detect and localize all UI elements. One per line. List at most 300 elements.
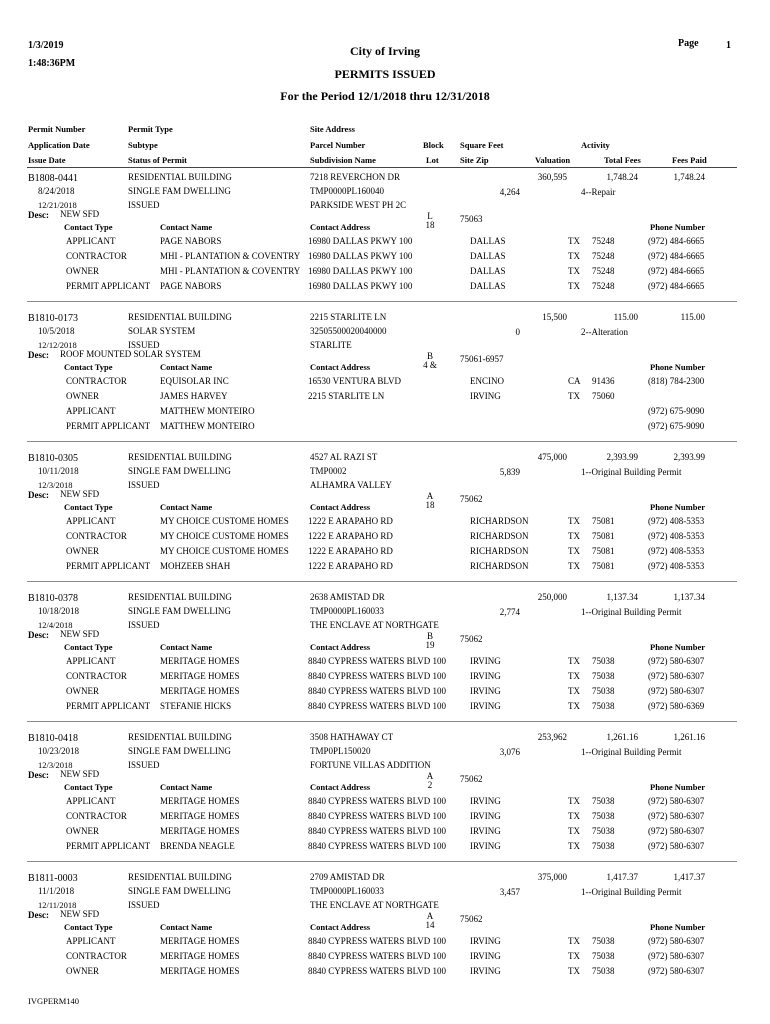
contact-city: ENCINO bbox=[470, 376, 504, 386]
contact-city: IRVING bbox=[470, 701, 501, 711]
contact-zip: 75038 bbox=[592, 686, 615, 696]
contact-zip: 75038 bbox=[592, 811, 615, 821]
valuation: 15,500 bbox=[542, 312, 567, 322]
contact-phone: (972) 408-5353 bbox=[648, 546, 705, 556]
desc-label: Desc: bbox=[28, 490, 49, 500]
contact-city: DALLAS bbox=[470, 236, 506, 246]
contact-state: TX bbox=[568, 966, 580, 976]
contact-name: MERITAGE HOMES bbox=[160, 686, 240, 696]
contact-zip: 91436 bbox=[592, 376, 615, 386]
desc-label: Desc: bbox=[28, 630, 49, 640]
subdivision-name: THE ENCLAVE AT NORTHGATE bbox=[310, 900, 439, 910]
block-lot: A 2 bbox=[426, 771, 434, 790]
contact-zip: 75038 bbox=[592, 671, 615, 681]
contact-city: RICHARDSON bbox=[470, 561, 529, 571]
col-permit-number: Permit Number bbox=[28, 124, 86, 134]
contact-state: TX bbox=[568, 546, 580, 556]
site-address: 2709 AMISTAD DR bbox=[310, 872, 385, 882]
fees-paid: 1,137.34 bbox=[673, 592, 705, 602]
contact-type: PERMIT APPLICANT bbox=[66, 281, 151, 291]
contact-type-header: Contact Type bbox=[64, 782, 113, 792]
contact-state: TX bbox=[568, 656, 580, 666]
contact-state: TX bbox=[568, 281, 580, 291]
contact-type: OWNER bbox=[66, 686, 99, 696]
permit-number: B1810-0173 bbox=[28, 313, 78, 324]
report-time: 1:48:36PM bbox=[28, 58, 76, 69]
report-date: 1/3/2019 bbox=[28, 40, 64, 51]
activity: 1--Original Building Permit bbox=[581, 887, 682, 897]
issue-date: 12/3/2018 bbox=[38, 480, 73, 490]
parcel-number: TMP0000PL160033 bbox=[310, 886, 385, 896]
contact-type: APPLICANT bbox=[66, 936, 116, 946]
contact-zip: 75038 bbox=[592, 966, 615, 976]
page-number: 1 bbox=[726, 40, 731, 51]
contact-name: STEFANIE HICKS bbox=[160, 701, 232, 711]
permit-type: RESIDENTIAL BUILDING bbox=[128, 172, 232, 182]
issue-date: 12/11/2018 bbox=[38, 900, 77, 910]
site-address: 2638 AMISTAD DR bbox=[310, 592, 385, 602]
parcel-number: TMP0PL150020 bbox=[310, 746, 371, 756]
contact-phone: (972) 484-6665 bbox=[648, 236, 705, 246]
permit-number: B1810-0418 bbox=[28, 733, 78, 744]
col-issue-date: Issue Date bbox=[28, 155, 66, 165]
contact-name: MERITAGE HOMES bbox=[160, 936, 240, 946]
contact-name: MERITAGE HOMES bbox=[160, 966, 240, 976]
valuation: 375,000 bbox=[537, 872, 567, 882]
contact-address: 8840 CYPRESS WATERS BLVD 100 bbox=[308, 826, 447, 836]
contact-name-header: Contact Name bbox=[160, 362, 213, 372]
contact-name-header: Contact Name bbox=[160, 222, 213, 232]
contact-type: CONTRACTOR bbox=[66, 671, 127, 681]
contact-type-header: Contact Type bbox=[64, 922, 113, 932]
contact-city: RICHARDSON bbox=[470, 516, 529, 526]
contact-address: 8840 CYPRESS WATERS BLVD 100 bbox=[308, 686, 447, 696]
contact-name: MERITAGE HOMES bbox=[160, 951, 240, 961]
contact-city: IRVING bbox=[470, 966, 501, 976]
issue-date: 12/12/2018 bbox=[38, 340, 77, 350]
contact-zip: 75038 bbox=[592, 936, 615, 946]
block-lot: L 18 bbox=[425, 211, 435, 230]
contact-city: IRVING bbox=[470, 796, 501, 806]
contact-type-header: Contact Type bbox=[64, 642, 113, 652]
contact-address: 1222 E ARAPAHO RD bbox=[308, 546, 393, 556]
activity: 2--Alteration bbox=[581, 327, 628, 337]
permit-divider bbox=[27, 301, 737, 302]
permit-status: ISSUED bbox=[128, 760, 160, 770]
permit-type: RESIDENTIAL BUILDING bbox=[128, 592, 232, 602]
contact-name: EQUISOLAR INC bbox=[160, 376, 229, 386]
issue-date: 12/21/2018 bbox=[38, 200, 77, 210]
contact-phone: (972) 580-6307 bbox=[648, 826, 705, 836]
contact-type: APPLICANT bbox=[66, 796, 116, 806]
subdivision-name: PARKSIDE WEST PH 2C bbox=[310, 200, 407, 210]
square-feet: 3,457 bbox=[499, 887, 520, 897]
square-feet: 4,264 bbox=[499, 187, 520, 197]
fees-paid: 115.00 bbox=[680, 312, 705, 322]
contact-name: MHI - PLANTATION & COVENTRY bbox=[160, 266, 301, 276]
col-application-date: Application Date bbox=[28, 140, 90, 150]
contact-zip: 75038 bbox=[592, 951, 615, 961]
permit-subtype: SINGLE FAM DWELLING bbox=[128, 746, 231, 756]
col-subtype: Subtype bbox=[128, 140, 158, 150]
contact-phone: (972) 484-6665 bbox=[648, 266, 705, 276]
issue-date: 12/3/2018 bbox=[38, 760, 73, 770]
site-address: 4527 AL RAZI ST bbox=[310, 452, 378, 462]
fees-paid: 1,748.24 bbox=[673, 172, 705, 182]
contact-name: BRENDA NEAGLE bbox=[160, 841, 235, 851]
contact-zip: 75038 bbox=[592, 701, 615, 711]
site-zip: 75062 bbox=[460, 774, 483, 784]
total-fees: 1,261.16 bbox=[606, 732, 638, 742]
contact-phone: (972) 580-6307 bbox=[648, 966, 705, 976]
description: NEW SFD bbox=[60, 489, 100, 499]
col-subdivision: Subdivision Name bbox=[310, 155, 376, 165]
description: NEW SFD bbox=[60, 209, 100, 219]
contact-type: PERMIT APPLICANT bbox=[66, 841, 151, 851]
contact-type: OWNER bbox=[66, 391, 99, 401]
contact-name: MATTHEW MONTEIRO bbox=[160, 406, 255, 416]
phone-number-header: Phone Number bbox=[650, 782, 706, 792]
contact-type: CONTRACTOR bbox=[66, 951, 127, 961]
contact-city: RICHARDSON bbox=[470, 531, 529, 541]
application-date: 10/11/2018 bbox=[38, 466, 79, 476]
contact-type: CONTRACTOR bbox=[66, 811, 127, 821]
contact-address: 8840 CYPRESS WATERS BLVD 100 bbox=[308, 701, 447, 711]
valuation: 250,000 bbox=[537, 592, 567, 602]
col-parcel-number: Parcel Number bbox=[310, 140, 366, 150]
square-feet: 0 bbox=[515, 327, 520, 337]
valuation: 253,962 bbox=[537, 732, 567, 742]
contact-city: RICHARDSON bbox=[470, 546, 529, 556]
contact-address: 8840 CYPRESS WATERS BLVD 100 bbox=[308, 656, 447, 666]
contact-type: CONTRACTOR bbox=[66, 376, 127, 386]
contact-state: TX bbox=[568, 936, 580, 946]
contact-city: IRVING bbox=[470, 656, 501, 666]
square-feet: 3,076 bbox=[499, 747, 520, 757]
contact-name-header: Contact Name bbox=[160, 642, 213, 652]
site-address: 7218 REVERCHON DR bbox=[310, 172, 401, 182]
permit-divider bbox=[27, 721, 737, 722]
site-zip: 75061-6957 bbox=[460, 354, 504, 364]
contact-city: IRVING bbox=[470, 826, 501, 836]
contact-phone: (972) 580-6307 bbox=[648, 671, 705, 681]
permit-status: ISSUED bbox=[128, 620, 160, 630]
contact-zip: 75038 bbox=[592, 796, 615, 806]
contact-zip: 75081 bbox=[592, 516, 615, 526]
contact-address-header: Contact Address bbox=[310, 222, 371, 232]
contact-address: 8840 CYPRESS WATERS BLVD 100 bbox=[308, 811, 447, 821]
report-period: For the Period 12/1/2018 thru 12/31/2018 bbox=[280, 89, 490, 103]
permit-divider bbox=[27, 441, 737, 442]
subdivision-name: STARLITE bbox=[310, 340, 352, 350]
permit-subtype: SINGLE FAM DWELLING bbox=[128, 886, 231, 896]
parcel-number: TMP0000PL160033 bbox=[310, 606, 385, 616]
permit-status: ISSUED bbox=[128, 480, 160, 490]
contact-phone: (972) 408-5353 bbox=[648, 516, 705, 526]
description: NEW SFD bbox=[60, 909, 100, 919]
col-block: Block bbox=[423, 140, 444, 150]
desc-label: Desc: bbox=[28, 350, 49, 360]
permit-subtype: SOLAR SYSTEM bbox=[128, 326, 196, 336]
permit-number: B1811-0003 bbox=[28, 873, 78, 884]
contact-address: 16980 DALLAS PKWY 100 bbox=[308, 266, 413, 276]
contact-address: 1222 E ARAPAHO RD bbox=[308, 561, 393, 571]
contact-zip: 75060 bbox=[592, 391, 615, 401]
site-address: 2215 STARLITE LN bbox=[310, 312, 387, 322]
contact-name: MY CHOICE CUSTOME HOMES bbox=[160, 531, 289, 541]
fees-paid: 2,393.99 bbox=[673, 452, 705, 462]
contact-address-header: Contact Address bbox=[310, 502, 371, 512]
contact-type: PERMIT APPLICANT bbox=[66, 561, 151, 571]
contact-phone: (972) 580-6307 bbox=[648, 951, 705, 961]
activity: 1--Original Building Permit bbox=[581, 467, 682, 477]
contact-zip: 75248 bbox=[592, 251, 615, 261]
contact-city: IRVING bbox=[470, 391, 501, 401]
col-fees-paid: Fees Paid bbox=[672, 155, 707, 165]
contact-name: MERITAGE HOMES bbox=[160, 671, 240, 681]
contact-phone: (972) 675-9090 bbox=[648, 421, 705, 431]
contact-address: 16980 DALLAS PKWY 100 bbox=[308, 236, 413, 246]
contact-address-header: Contact Address bbox=[310, 782, 371, 792]
activity: 4--Repair bbox=[581, 187, 616, 197]
contact-address: 8840 CYPRESS WATERS BLVD 100 bbox=[308, 671, 447, 681]
contact-state: TX bbox=[568, 841, 580, 851]
contact-zip: 75038 bbox=[592, 656, 615, 666]
permit-subtype: SINGLE FAM DWELLING bbox=[128, 186, 231, 196]
valuation: 360,595 bbox=[537, 172, 567, 182]
contact-type: APPLICANT bbox=[66, 516, 116, 526]
desc-label: Desc: bbox=[28, 210, 49, 220]
total-fees: 1,748.24 bbox=[606, 172, 638, 182]
contact-type: OWNER bbox=[66, 266, 99, 276]
block-lot: B 19 bbox=[425, 631, 435, 650]
contact-phone: (972) 580-6307 bbox=[648, 811, 705, 821]
parcel-number: TMP0002 bbox=[310, 466, 347, 476]
contact-address-header: Contact Address bbox=[310, 922, 371, 932]
col-activity: Activity bbox=[581, 140, 610, 150]
contact-name: MERITAGE HOMES bbox=[160, 826, 240, 836]
site-zip: 75063 bbox=[460, 214, 483, 224]
contact-type: PERMIT APPLICANT bbox=[66, 421, 151, 431]
contact-state: TX bbox=[568, 561, 580, 571]
application-date: 10/5/2018 bbox=[38, 326, 75, 336]
contact-address: 8840 CYPRESS WATERS BLVD 100 bbox=[308, 966, 447, 976]
contact-type-header: Contact Type bbox=[64, 222, 113, 232]
contact-phone: (972) 580-6307 bbox=[648, 796, 705, 806]
contact-name-header: Contact Name bbox=[160, 782, 213, 792]
fees-paid: 1,417.37 bbox=[673, 872, 705, 882]
contact-phone: (972) 580-6307 bbox=[648, 936, 705, 946]
subdivision-name: THE ENCLAVE AT NORTHGATE bbox=[310, 620, 439, 630]
activity: 1--Original Building Permit bbox=[581, 607, 682, 617]
contact-state: TX bbox=[568, 826, 580, 836]
contact-city: IRVING bbox=[470, 686, 501, 696]
parcel-number: 32505500020040000 bbox=[310, 326, 387, 336]
contact-name: MOHZEEB SHAH bbox=[160, 561, 231, 571]
permit-status: ISSUED bbox=[128, 900, 160, 910]
col-site-zip: Site Zip bbox=[460, 155, 489, 165]
contact-address-header: Contact Address bbox=[310, 362, 371, 372]
contact-name: MY CHOICE CUSTOME HOMES bbox=[160, 516, 289, 526]
activity: 1--Original Building Permit bbox=[581, 747, 682, 757]
contact-city: IRVING bbox=[470, 936, 501, 946]
contact-zip: 75081 bbox=[592, 546, 615, 556]
contact-type: CONTRACTOR bbox=[66, 251, 127, 261]
contact-name: JAMES HARVEY bbox=[160, 391, 228, 401]
contact-phone: (972) 580-6307 bbox=[648, 686, 705, 696]
total-fees: 1,137.34 bbox=[606, 592, 638, 602]
contact-state: CA bbox=[568, 376, 581, 386]
col-total-fees: Total Fees bbox=[604, 155, 641, 165]
contact-zip: 75081 bbox=[592, 561, 615, 571]
contact-state: TX bbox=[568, 701, 580, 711]
contact-state: TX bbox=[568, 686, 580, 696]
contact-phone: (972) 675-9090 bbox=[648, 406, 705, 416]
contact-address: 1222 E ARAPAHO RD bbox=[308, 516, 393, 526]
subdivision-name: ALHAMRA VALLEY bbox=[310, 480, 392, 490]
description: ROOF MOUNTED SOLAR SYSTEM bbox=[60, 349, 201, 359]
contact-address: 8840 CYPRESS WATERS BLVD 100 bbox=[308, 951, 447, 961]
contact-city: DALLAS bbox=[470, 251, 506, 261]
page-label: Page bbox=[678, 38, 699, 49]
contact-name-header: Contact Name bbox=[160, 502, 213, 512]
contact-name: PAGE NABORS bbox=[160, 281, 222, 291]
application-date: 10/23/2018 bbox=[38, 746, 80, 756]
desc-label: Desc: bbox=[28, 770, 49, 780]
site-zip: 75062 bbox=[460, 634, 483, 644]
site-zip: 75062 bbox=[460, 494, 483, 504]
contact-phone: (972) 408-5353 bbox=[648, 531, 705, 541]
contact-name: PAGE NABORS bbox=[160, 236, 222, 246]
contact-type: OWNER bbox=[66, 966, 99, 976]
contact-address: 1222 E ARAPAHO RD bbox=[308, 531, 393, 541]
contact-name: MERITAGE HOMES bbox=[160, 656, 240, 666]
contact-address: 8840 CYPRESS WATERS BLVD 100 bbox=[308, 796, 447, 806]
report-title: PERMITS ISSUED bbox=[334, 67, 436, 81]
permit-type: RESIDENTIAL BUILDING bbox=[128, 732, 232, 742]
square-feet: 5,839 bbox=[499, 467, 520, 477]
contact-state: TX bbox=[568, 951, 580, 961]
col-square-feet: Square Feet bbox=[460, 140, 504, 150]
contact-type: OWNER bbox=[66, 546, 99, 556]
contact-type: PERMIT APPLICANT bbox=[66, 701, 151, 711]
issue-date: 12/4/2018 bbox=[38, 620, 73, 630]
contact-state: TX bbox=[568, 531, 580, 541]
contact-address: 8840 CYPRESS WATERS BLVD 100 bbox=[308, 841, 447, 851]
site-zip: 75062 bbox=[460, 914, 483, 924]
contact-zip: 75248 bbox=[592, 281, 615, 291]
application-date: 8/24/2018 bbox=[38, 186, 75, 196]
contact-name-header: Contact Name bbox=[160, 922, 213, 932]
permit-number: B1810-0305 bbox=[28, 453, 78, 464]
permit-type: RESIDENTIAL BUILDING bbox=[128, 872, 232, 882]
col-permit-type: Permit Type bbox=[128, 124, 173, 134]
phone-number-header: Phone Number bbox=[650, 362, 706, 372]
parcel-number: TMP0000PL160040 bbox=[310, 186, 385, 196]
block-lot: A 18 bbox=[425, 491, 435, 510]
contact-type: APPLICANT bbox=[66, 656, 116, 666]
block-lot: B 4 & bbox=[423, 351, 437, 370]
permit-number: B1808-0441 bbox=[28, 173, 78, 184]
description: NEW SFD bbox=[60, 769, 100, 779]
contact-type: APPLICANT bbox=[66, 236, 116, 246]
contact-name: MATTHEW MONTEIRO bbox=[160, 421, 255, 431]
permit-number: B1810-0378 bbox=[28, 593, 78, 604]
contact-state: TX bbox=[568, 236, 580, 246]
square-feet: 2,774 bbox=[499, 607, 520, 617]
contact-type: APPLICANT bbox=[66, 406, 116, 416]
contact-phone: (818) 784-2300 bbox=[648, 376, 705, 386]
contact-zip: 75081 bbox=[592, 531, 615, 541]
permit-status: ISSUED bbox=[128, 340, 160, 350]
contact-type: OWNER bbox=[66, 826, 99, 836]
contact-city: DALLAS bbox=[470, 281, 506, 291]
description: NEW SFD bbox=[60, 629, 100, 639]
contact-zip: 75248 bbox=[592, 266, 615, 276]
permit-divider bbox=[27, 861, 737, 862]
contact-name: MERITAGE HOMES bbox=[160, 796, 240, 806]
contact-phone: (972) 408-5353 bbox=[648, 561, 705, 571]
col-valuation: Valuation bbox=[535, 155, 571, 165]
subdivision-name: FORTUNE VILLAS ADDITION bbox=[310, 760, 431, 770]
report-code: IVGPERM140 bbox=[28, 996, 80, 1006]
contact-phone: (972) 580-6307 bbox=[648, 656, 705, 666]
permit-subtype: SINGLE FAM DWELLING bbox=[128, 606, 231, 616]
desc-label: Desc: bbox=[28, 910, 49, 920]
contact-type-header: Contact Type bbox=[64, 362, 113, 372]
permit-type: RESIDENTIAL BUILDING bbox=[128, 312, 232, 322]
permit-status: ISSUED bbox=[128, 200, 160, 210]
col-status: Status of Permit bbox=[128, 155, 188, 165]
permit-divider bbox=[27, 581, 737, 582]
contact-city: IRVING bbox=[470, 671, 501, 681]
contact-city: IRVING bbox=[470, 841, 501, 851]
contact-zip: 75038 bbox=[592, 826, 615, 836]
total-fees: 1,417.37 bbox=[606, 872, 638, 882]
valuation: 475,000 bbox=[537, 452, 567, 462]
application-date: 10/18/2018 bbox=[38, 606, 80, 616]
contact-phone: (972) 484-6665 bbox=[648, 281, 705, 291]
contact-city: IRVING bbox=[470, 811, 501, 821]
contact-zip: 75038 bbox=[592, 841, 615, 851]
contact-address: 8840 CYPRESS WATERS BLVD 100 bbox=[308, 936, 447, 946]
phone-number-header: Phone Number bbox=[650, 922, 706, 932]
permit-subtype: SINGLE FAM DWELLING bbox=[128, 466, 231, 476]
contact-state: TX bbox=[568, 391, 580, 401]
contact-phone: (972) 580-6307 bbox=[648, 841, 705, 851]
contact-state: TX bbox=[568, 671, 580, 681]
contact-address: 16980 DALLAS PKWY 100 bbox=[308, 281, 413, 291]
permit-type: RESIDENTIAL BUILDING bbox=[128, 452, 232, 462]
contact-state: TX bbox=[568, 251, 580, 261]
contact-address: 2215 STARLITE LN bbox=[308, 391, 385, 401]
site-address: 3508 HATHAWAY CT bbox=[310, 732, 394, 742]
contact-address-header: Contact Address bbox=[310, 642, 371, 652]
col-site-address: Site Address bbox=[310, 124, 355, 134]
contact-name: MERITAGE HOMES bbox=[160, 811, 240, 821]
header-rule bbox=[27, 167, 737, 168]
contact-type-header: Contact Type bbox=[64, 502, 113, 512]
contact-phone: (972) 484-6665 bbox=[648, 251, 705, 261]
application-date: 11/1/2018 bbox=[38, 886, 75, 896]
phone-number-header: Phone Number bbox=[650, 642, 706, 652]
contact-address: 16980 DALLAS PKWY 100 bbox=[308, 251, 413, 261]
fees-paid: 1,261.16 bbox=[673, 732, 705, 742]
block-lot: A 14 bbox=[425, 911, 435, 930]
col-lot: Lot bbox=[426, 155, 439, 165]
contact-state: TX bbox=[568, 516, 580, 526]
contact-address: 16530 VENTURA BLVD bbox=[308, 376, 402, 386]
